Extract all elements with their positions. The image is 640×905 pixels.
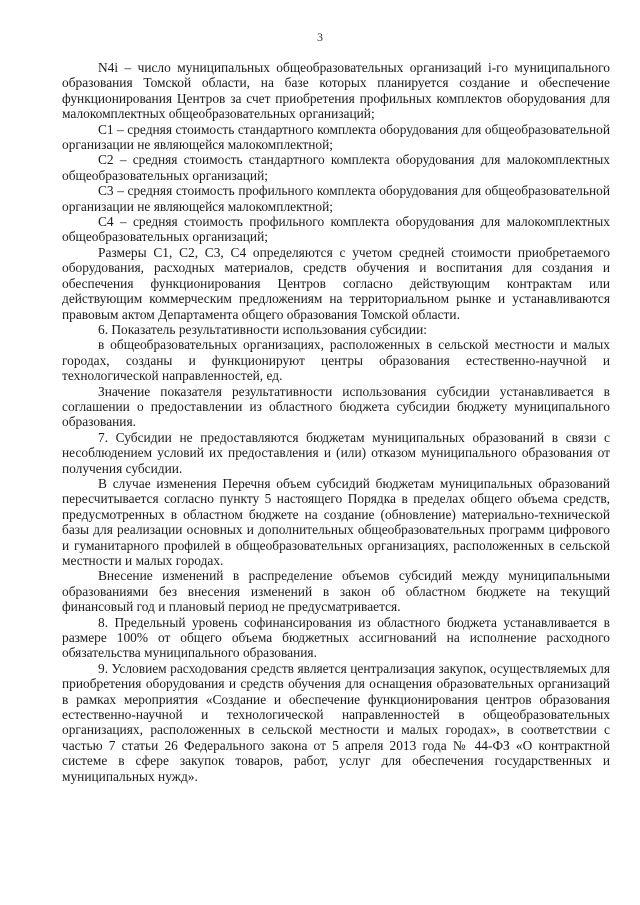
page-number: 3 bbox=[317, 30, 323, 44]
paragraph-list-change: В случае изменения Перечня объем субсидий бюджетам муниципальных образований пересчитывается согласно пункту 5 настоящего Порядка в пределах общего объема средств, предусмотренных в областном бюджете на создание (обновление) материально-технической базы для реализации основных и дополнительных общеобразовательных программ цифрового и гуманитарного профилей в общеобразовательных организациях, расположенных в сельской местности и малых городах. bbox=[62, 475, 610, 568]
paragraph-section-7: 7. Субсидии не предоставляются бюджетам муниципальных образований в связи с несоблюдением условий их предоставления и (или) отказом муниципального образования от получения субсидии. bbox=[62, 429, 610, 476]
paragraph-n4i-definition: N4i – число муниципальных общеобразовательных организаций i-го муниципального образования Томской области, на базе которых планируется создание и обеспечение функционирования Центров за счет приобретения профильных комплектов оборудования для малокомплектных общеобразовательных организаций; bbox=[62, 60, 610, 122]
paragraph-distribution-change: Внесение изменений в распределение объемов субсидий между муниципальными образованиями без внесения изменений в закон об областном бюджете на текущий финансовый год и плановый период не предусматривается. bbox=[62, 568, 610, 615]
paragraph-c3-definition: С3 – средняя стоимость профильного комплекта оборудования для общеобразовательной организации не являющейся малокомплектной; bbox=[62, 183, 610, 214]
document-body bbox=[62, 60, 610, 784]
paragraph-section-9: 9. Условием расходования средств является централизация закупок, осуществляемых для приобретения оборудования и средств обучения для оснащения образовательных организаций в рамках мероприятия «Создание и обеспечение функционирования центров образования естественно-научной и технологической направленностей в общеобразовательных организациях, расположенных в сельской местности и малых городах», в соответствии с частью 7 статьи 26 Федерального закона от 5 апреля 2013 года № 44-ФЗ «О контрактной системе в сфере закупок товаров, работ, услуг для обеспечения государственных и муниципальных нужд». bbox=[62, 660, 610, 784]
paragraph-c4-definition: С4 – средняя стоимость профильного комплекта оборудования для малокомплектных общеобразовательных организаций; bbox=[62, 214, 610, 245]
paragraph-c2-definition: С2 – средняя стоимость стандартного комплекта оборудования для малокомплектных общеобразовательных организаций; bbox=[62, 152, 610, 183]
paragraph-section-6-heading: 6. Показатель результативности использования субсидии: bbox=[98, 321, 427, 337]
paragraph-indicator: в общеобразовательных организациях, расположенных в сельской местности и малых городах, созданы и функционируют центры образования естественно-научной и технологической направленностей, ед. bbox=[62, 337, 610, 384]
paragraph-cost-sizes: Размеры С1, С2, С3, С4 определяются с учетом средней стоимости приобретаемого оборудования, расходных материалов, средств обучения и воспитания для создания и обеспечения функционирования Центров согласно действующим контрактам или действующим коммерческим предложениям на территориальном рынке и устанавливаются правовым актом Департамента общего образования Томской области. bbox=[62, 244, 610, 322]
paragraph-section-8: 8. Предельный уровень софинансирования из областного бюджета устанавливается в размере 100% от общего объема бюджетных ассигнований на исполнение расходного обязательства муниципального образования. bbox=[62, 614, 610, 661]
paragraph-c1-definition: С1 – средняя стоимость стандартного комплекта оборудования для общеобразовательной организации не являющейся малокомплектной; bbox=[62, 121, 610, 153]
paragraph-indicator-value: Значение показателя результативности использования субсидии устанавливается в соглашении о предоставлении из областного бюджета субсидии бюджету муниципального образования. bbox=[62, 383, 610, 430]
